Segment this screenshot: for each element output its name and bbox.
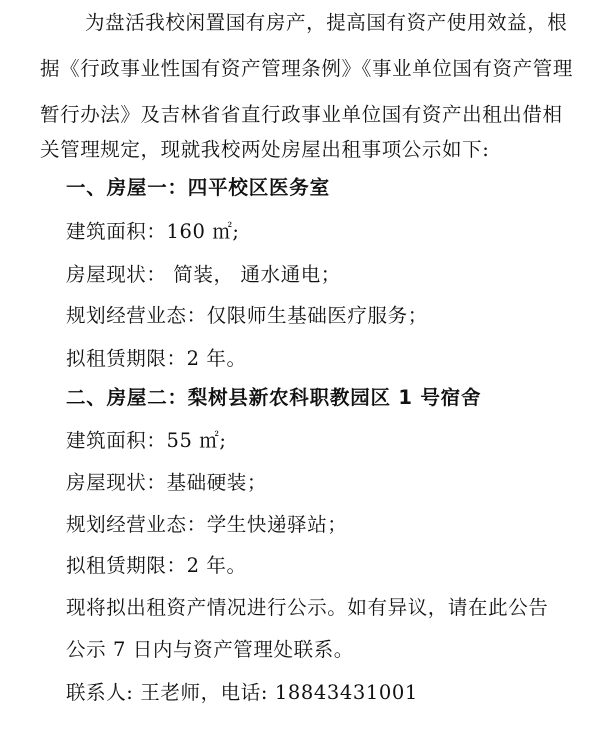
- house1-area: 建筑面积：160 ㎡;: [66, 220, 240, 243]
- closing-line-2: 公示 7 日内与资产管理处联系。: [66, 638, 354, 661]
- house1-lease-term: 拟租赁期限：2 年。: [66, 347, 247, 370]
- intro-line-2: 据《行政事业性国有资产管理条例》《事业单位国有资产管理: [40, 57, 573, 80]
- house1-planned-use: 规划经营业态：仅限师生基础医疗服务；: [66, 304, 428, 327]
- intro-line-1: 为盘活我校闲置国有房产，提高国有资产使用效益，根: [85, 11, 568, 34]
- intro-line-4: 关管理规定，现就我校两处房屋出租事项公示如下:: [40, 138, 490, 161]
- house1-condition: 房屋现状： 简装， 通水通电；: [66, 263, 341, 286]
- house1-heading: 一、房屋一：四平校区医务室: [66, 176, 330, 199]
- contact-line: 联系人: 王老师，电话: 18843431001: [66, 681, 418, 704]
- intro-line-3: 暂行办法》及吉林省省直行政事业单位国有资产出租出借相: [40, 103, 563, 126]
- house2-area: 建筑面积：55 ㎡;: [66, 429, 227, 452]
- house2-condition: 房屋现状：基础硬装；: [66, 471, 268, 494]
- house2-planned-use: 规划经营业态：学生快递驿站；: [66, 513, 348, 536]
- closing-line-1: 现将拟出租资产情况进行公示。如有异议，请在此公告: [66, 596, 549, 619]
- house2-heading: 二、房屋二：梨树县新农科职教园区 1 号宿舍: [66, 386, 482, 409]
- house2-lease-term: 拟租赁期限：2 年。: [66, 554, 247, 577]
